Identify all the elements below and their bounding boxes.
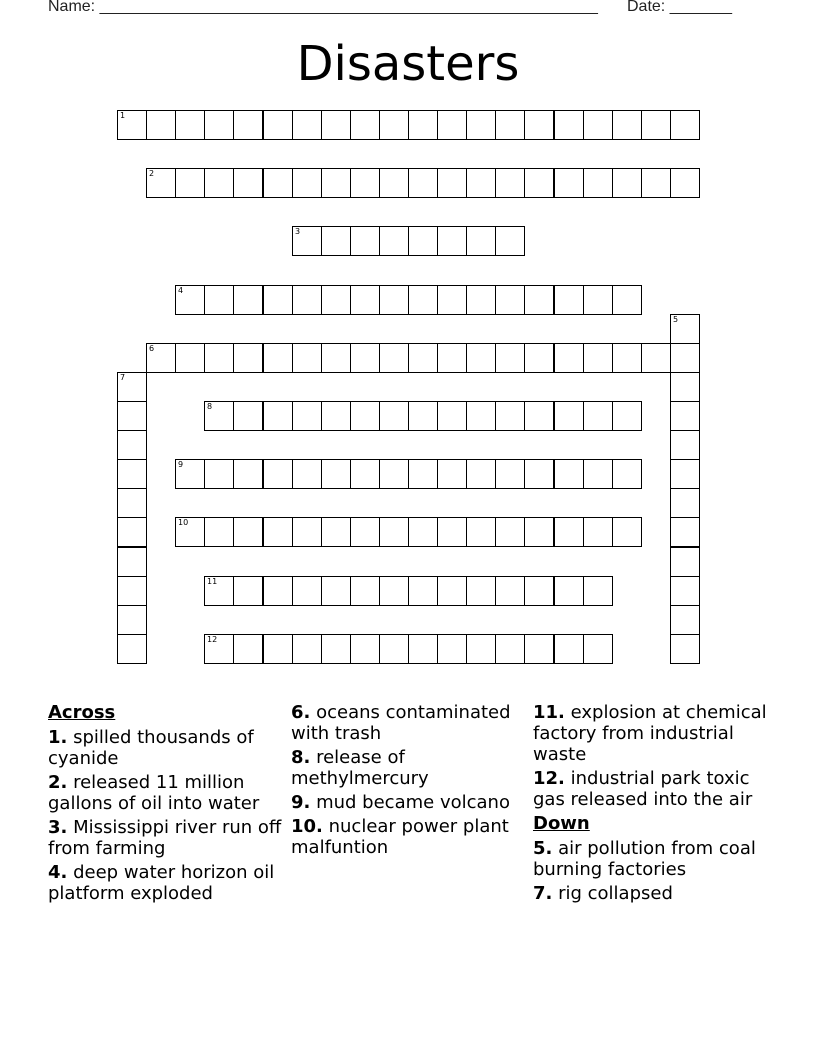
grid-cell[interactable] xyxy=(263,168,293,198)
grid-cell[interactable] xyxy=(524,459,554,489)
grid-cell[interactable] xyxy=(612,168,642,198)
clue-number-label: 12 xyxy=(207,635,218,644)
clue-item-number: 11. xyxy=(533,702,565,723)
clue-item-number: 10. xyxy=(291,816,323,837)
clue-item xyxy=(533,883,769,904)
grid-cell[interactable] xyxy=(495,168,525,198)
grid-cell[interactable] xyxy=(233,576,263,606)
grid-cell[interactable] xyxy=(466,285,496,315)
grid-cell[interactable] xyxy=(583,285,613,315)
grid-cell[interactable] xyxy=(641,168,671,198)
grid-cell[interactable] xyxy=(321,110,351,140)
grid-cell[interactable] xyxy=(466,401,496,431)
grid-cell[interactable] xyxy=(263,343,293,373)
grid-cell[interactable] xyxy=(292,576,322,606)
grid-cell[interactable] xyxy=(350,343,380,373)
page-title: Disasters xyxy=(296,36,520,92)
down-heading: Down xyxy=(533,813,590,834)
grid-cell[interactable] xyxy=(670,401,700,431)
clue-number-label: 7 xyxy=(120,373,126,382)
clue-number-label: 9 xyxy=(178,460,184,469)
grid-cell[interactable] xyxy=(437,110,467,140)
grid-cell[interactable] xyxy=(437,459,467,489)
clue-item-number: 6. xyxy=(291,702,311,723)
grid-cell[interactable] xyxy=(321,285,351,315)
grid-cell[interactable] xyxy=(379,634,409,664)
clue-number-label: 11 xyxy=(207,577,218,586)
clue-item xyxy=(48,772,284,814)
clue-item-text: release of methylmercury xyxy=(291,747,429,789)
clue-item xyxy=(291,792,527,813)
grid-cell[interactable] xyxy=(117,517,147,547)
grid-cell[interactable] xyxy=(466,168,496,198)
grid-cell[interactable] xyxy=(495,459,525,489)
grid-cell[interactable] xyxy=(263,285,293,315)
clue-number-label: 10 xyxy=(178,518,189,527)
clue-item xyxy=(48,817,284,859)
grid-cell[interactable] xyxy=(583,459,613,489)
grid-cell[interactable] xyxy=(233,168,263,198)
grid-cell[interactable] xyxy=(408,110,438,140)
grid-cell[interactable] xyxy=(204,110,234,140)
grid-cell[interactable] xyxy=(117,459,147,489)
grid-cell[interactable] xyxy=(146,110,176,140)
clue-number-label: 6 xyxy=(149,344,155,353)
clue-item-text: Mississippi river run off from farming xyxy=(48,817,282,859)
grid-cell[interactable] xyxy=(350,285,380,315)
grid-cell[interactable] xyxy=(379,459,409,489)
grid-cell[interactable] xyxy=(292,285,322,315)
clue-item-number: 12. xyxy=(533,768,565,789)
grid-cell[interactable] xyxy=(612,517,642,547)
grid-cell[interactable] xyxy=(233,634,263,664)
grid-cell[interactable] xyxy=(554,285,584,315)
grid-cell[interactable] xyxy=(146,168,176,198)
grid-cell[interactable] xyxy=(670,517,700,547)
clue-item xyxy=(291,702,527,744)
grid-cell[interactable] xyxy=(175,459,205,489)
name-field[interactable]: Name: ________________________________________________________ xyxy=(48,0,598,15)
grid-cell[interactable] xyxy=(408,459,438,489)
grid-cell[interactable] xyxy=(524,401,554,431)
grid-cell[interactable] xyxy=(408,576,438,606)
grid-cell[interactable] xyxy=(321,343,351,373)
clue-item-text: industrial park toxic gas released into the air xyxy=(533,768,753,810)
grid-cell[interactable] xyxy=(233,343,263,373)
clue-item xyxy=(533,768,769,810)
grid-cell[interactable] xyxy=(437,285,467,315)
grid-cell[interactable] xyxy=(466,110,496,140)
clue-number-label: 8 xyxy=(207,402,213,411)
grid-cell[interactable] xyxy=(204,285,234,315)
grid-cell[interactable] xyxy=(292,110,322,140)
grid-cell[interactable] xyxy=(379,343,409,373)
grid-cell[interactable] xyxy=(204,576,234,606)
grid-cell[interactable] xyxy=(641,110,671,140)
grid-cell[interactable] xyxy=(612,343,642,373)
grid-cell[interactable] xyxy=(437,168,467,198)
grid-cell[interactable] xyxy=(379,401,409,431)
grid-cell[interactable] xyxy=(495,226,525,256)
clue-item-number: 2. xyxy=(48,772,68,793)
grid-cell[interactable] xyxy=(408,517,438,547)
grid-cell[interactable] xyxy=(670,314,700,344)
grid-cell[interactable] xyxy=(495,285,525,315)
clue-item xyxy=(48,727,284,769)
grid-cell[interactable] xyxy=(466,576,496,606)
grid-cell[interactable] xyxy=(583,401,613,431)
grid-cell[interactable] xyxy=(292,517,322,547)
clue-number-label: 4 xyxy=(178,286,184,295)
grid-cell[interactable] xyxy=(117,634,147,664)
grid-cell[interactable] xyxy=(524,110,554,140)
clue-number-label: 2 xyxy=(149,169,155,178)
grid-cell[interactable] xyxy=(321,401,351,431)
grid-cell[interactable] xyxy=(379,110,409,140)
grid-cell[interactable] xyxy=(408,226,438,256)
clue-number-label: 5 xyxy=(673,315,679,324)
grid-cell[interactable] xyxy=(350,459,380,489)
grid-cell[interactable] xyxy=(292,459,322,489)
grid-cell[interactable] xyxy=(495,401,525,431)
grid-cell[interactable] xyxy=(554,517,584,547)
clue-item xyxy=(291,747,527,789)
clue-number-label: 1 xyxy=(120,111,126,120)
grid-cell[interactable] xyxy=(495,517,525,547)
grid-cell[interactable] xyxy=(292,401,322,431)
grid-cell[interactable] xyxy=(117,488,147,518)
grid-cell[interactable] xyxy=(233,110,263,140)
grid-cell[interactable] xyxy=(350,576,380,606)
clue-item-number: 7. xyxy=(533,883,553,904)
clue-column-2 xyxy=(291,702,527,861)
grid-cell[interactable] xyxy=(292,343,322,373)
clue-item-text: spilled thousands of cyanide xyxy=(48,727,254,769)
grid-cell[interactable] xyxy=(466,517,496,547)
grid-cell[interactable] xyxy=(554,459,584,489)
grid-cell[interactable] xyxy=(554,110,584,140)
grid-cell[interactable] xyxy=(321,634,351,664)
grid-cell[interactable] xyxy=(670,634,700,664)
grid-cell[interactable] xyxy=(408,401,438,431)
grid-cell[interactable] xyxy=(524,576,554,606)
grid-cell[interactable] xyxy=(321,226,351,256)
grid-cell[interactable] xyxy=(554,343,584,373)
grid-cell[interactable] xyxy=(466,459,496,489)
grid-cell[interactable] xyxy=(292,226,322,256)
grid-cell[interactable] xyxy=(350,168,380,198)
clue-item xyxy=(48,862,284,904)
grid-cell[interactable] xyxy=(495,634,525,664)
grid-cell[interactable] xyxy=(204,459,234,489)
across-heading: Across xyxy=(48,702,116,723)
grid-cell[interactable] xyxy=(292,168,322,198)
grid-cell[interactable] xyxy=(554,401,584,431)
clue-item-text: deep water horizon oil platform exploded xyxy=(48,862,275,904)
grid-cell[interactable] xyxy=(408,168,438,198)
clue-item-text: explosion at chemical factory from industrial waste xyxy=(533,702,767,765)
grid-cell[interactable] xyxy=(495,343,525,373)
grid-cell[interactable] xyxy=(670,488,700,518)
clue-item xyxy=(533,702,769,765)
grid-cell[interactable] xyxy=(437,517,467,547)
grid-cell[interactable] xyxy=(524,634,554,664)
grid-cell[interactable] xyxy=(408,343,438,373)
grid-cell[interactable] xyxy=(204,634,234,664)
clue-item-text: mud became volcano xyxy=(310,792,510,813)
grid-cell[interactable] xyxy=(437,343,467,373)
grid-cell[interactable] xyxy=(670,459,700,489)
clue-item-text: released 11 million gallons of oil into water xyxy=(48,772,260,814)
grid-cell[interactable] xyxy=(379,517,409,547)
grid-cell[interactable] xyxy=(175,343,205,373)
clue-item-number: 8. xyxy=(291,747,311,768)
date-field[interactable]: Date: _______ xyxy=(627,0,732,15)
grid-cell[interactable] xyxy=(583,576,613,606)
grid-cell[interactable] xyxy=(117,576,147,606)
grid-cell[interactable] xyxy=(524,517,554,547)
grid-cell[interactable] xyxy=(233,459,263,489)
grid-cell[interactable] xyxy=(117,605,147,635)
grid-cell[interactable] xyxy=(554,168,584,198)
grid-cell[interactable] xyxy=(117,401,147,431)
grid-cell[interactable] xyxy=(117,372,147,402)
grid-cell[interactable] xyxy=(612,110,642,140)
grid-cell[interactable] xyxy=(466,226,496,256)
grid-cell[interactable] xyxy=(175,168,205,198)
grid-cell[interactable] xyxy=(495,110,525,140)
grid-cell[interactable] xyxy=(670,343,700,373)
grid-cell[interactable] xyxy=(437,576,467,606)
grid-cell[interactable] xyxy=(524,343,554,373)
clue-item xyxy=(291,816,527,858)
clue-item-text: nuclear power plant malfuntion xyxy=(291,816,509,858)
grid-cell[interactable] xyxy=(321,168,351,198)
grid-cell[interactable] xyxy=(204,401,234,431)
grid-cell[interactable] xyxy=(117,547,147,577)
grid-cell[interactable] xyxy=(146,343,176,373)
clue-item-text: oceans contaminated with trash xyxy=(291,702,511,744)
grid-cell[interactable] xyxy=(437,401,467,431)
grid-cell[interactable] xyxy=(437,634,467,664)
grid-cell[interactable] xyxy=(321,517,351,547)
clue-item-number: 9. xyxy=(291,792,311,813)
clue-item-number: 1. xyxy=(48,727,68,748)
grid-cell[interactable] xyxy=(583,343,613,373)
grid-cell[interactable] xyxy=(495,576,525,606)
grid-cell[interactable] xyxy=(204,517,234,547)
grid-cell[interactable] xyxy=(350,517,380,547)
clue-column-1 xyxy=(48,702,284,907)
grid-cell[interactable] xyxy=(204,168,234,198)
clue-item-number: 4. xyxy=(48,862,68,883)
clue-column-3 xyxy=(533,702,769,907)
grid-cell[interactable] xyxy=(350,226,380,256)
grid-cell[interactable] xyxy=(350,401,380,431)
grid-cell[interactable] xyxy=(350,634,380,664)
grid-cell[interactable] xyxy=(379,285,409,315)
grid-cell[interactable] xyxy=(379,226,409,256)
clue-item-text: rig collapsed xyxy=(552,883,673,904)
grid-cell[interactable] xyxy=(233,285,263,315)
grid-cell[interactable] xyxy=(233,517,263,547)
grid-cell[interactable] xyxy=(612,459,642,489)
grid-cell[interactable] xyxy=(263,110,293,140)
grid-cell[interactable] xyxy=(321,459,351,489)
grid-cell[interactable] xyxy=(292,634,322,664)
grid-cell[interactable] xyxy=(670,372,700,402)
grid-cell[interactable] xyxy=(175,517,205,547)
grid-cell[interactable] xyxy=(466,343,496,373)
grid-cell[interactable] xyxy=(117,430,147,460)
grid-cell[interactable] xyxy=(612,285,642,315)
grid-cell[interactable] xyxy=(175,285,205,315)
grid-cell[interactable] xyxy=(524,285,554,315)
grid-cell[interactable] xyxy=(263,401,293,431)
grid-cell[interactable] xyxy=(670,430,700,460)
grid-cell[interactable] xyxy=(612,401,642,431)
grid-cell[interactable] xyxy=(321,576,351,606)
grid-cell[interactable] xyxy=(554,576,584,606)
grid-cell[interactable] xyxy=(117,110,147,140)
grid-cell[interactable] xyxy=(408,634,438,664)
clue-item-number: 3. xyxy=(48,817,68,838)
grid-cell[interactable] xyxy=(204,343,234,373)
clue-item-number: 5. xyxy=(533,838,553,859)
grid-cell[interactable] xyxy=(583,110,613,140)
grid-cell[interactable] xyxy=(263,576,293,606)
grid-cell[interactable] xyxy=(175,110,205,140)
grid-cell[interactable] xyxy=(408,285,438,315)
clue-item xyxy=(533,838,769,880)
grid-cell[interactable] xyxy=(554,634,584,664)
grid-cell[interactable] xyxy=(670,605,700,635)
grid-cell[interactable] xyxy=(670,576,700,606)
grid-cell[interactable] xyxy=(583,634,613,664)
grid-cell[interactable] xyxy=(466,634,496,664)
grid-cell[interactable] xyxy=(641,343,671,373)
grid-cell[interactable] xyxy=(670,110,700,140)
grid-cell[interactable] xyxy=(524,168,554,198)
grid-cell[interactable] xyxy=(233,401,263,431)
grid-cell[interactable] xyxy=(263,459,293,489)
grid-cell[interactable] xyxy=(437,226,467,256)
grid-cell[interactable] xyxy=(583,517,613,547)
grid-cell[interactable] xyxy=(350,110,380,140)
clue-number-label: 3 xyxy=(295,227,301,236)
grid-cell[interactable] xyxy=(263,517,293,547)
grid-cell[interactable] xyxy=(263,634,293,664)
grid-cell[interactable] xyxy=(379,168,409,198)
clue-item-text: air pollution from coal burning factories xyxy=(533,838,756,880)
grid-cell[interactable] xyxy=(583,168,613,198)
grid-cell[interactable] xyxy=(670,547,700,577)
grid-cell[interactable] xyxy=(670,168,700,198)
grid-cell[interactable] xyxy=(379,576,409,606)
